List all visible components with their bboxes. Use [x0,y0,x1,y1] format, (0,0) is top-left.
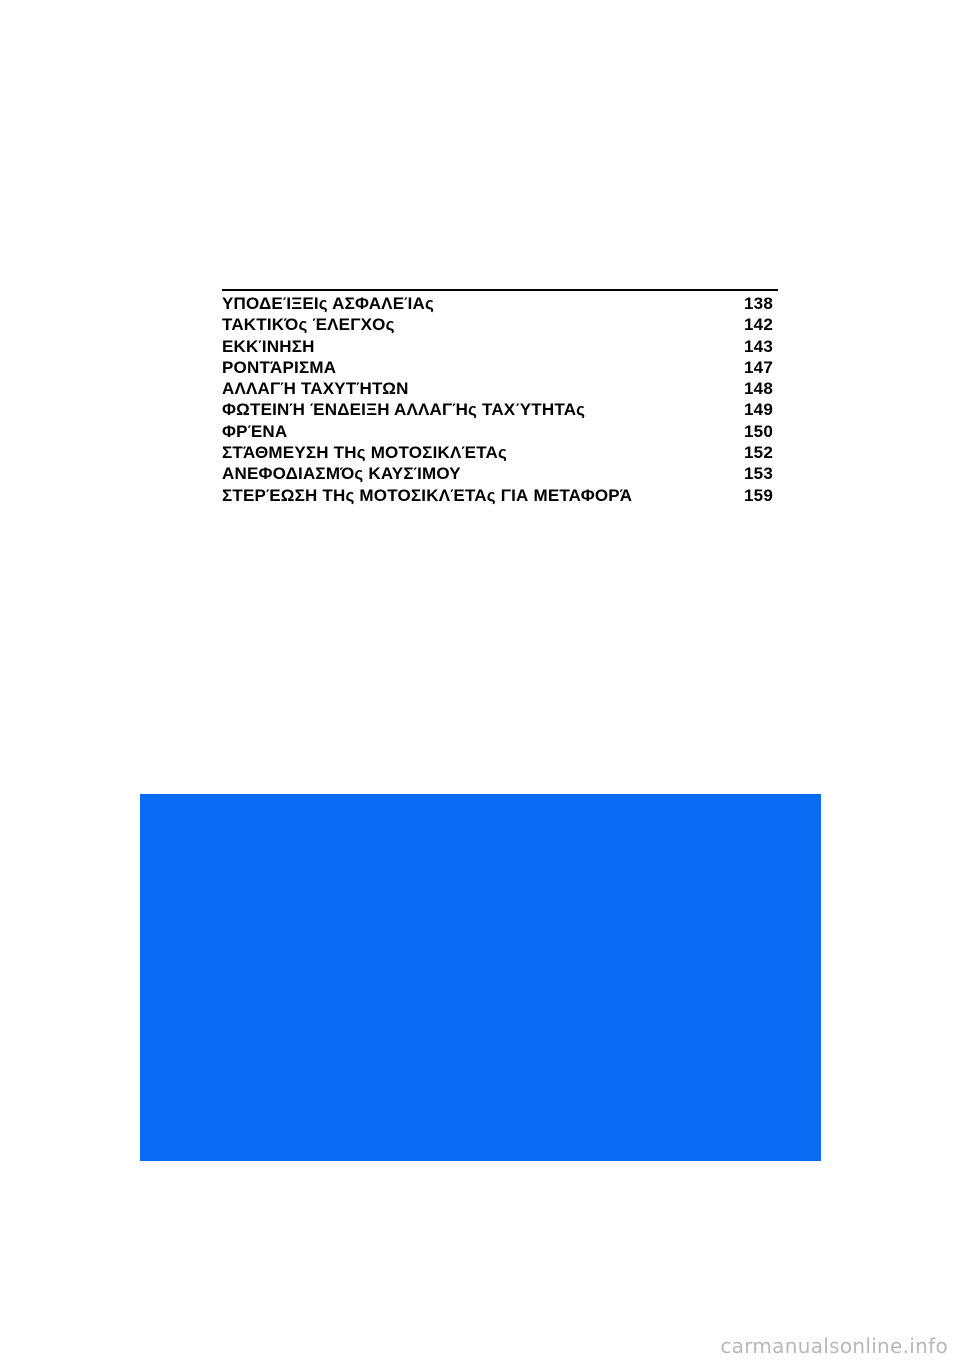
chapter-color-block [140,794,821,1161]
toc-entry-title: ΕΚΚΊΝΗΣΗ [222,336,315,356]
toc-entry-page: 149 [744,400,773,420]
toc-entry-page: 143 [744,336,773,356]
toc-entry-title: ΑΛΛΑΓΉ ΤΑΧΥΤΉΤΩΝ [222,379,409,399]
toc-entry-title: ΦΩΤΕΙΝΉ ΈΝΔΕΙΞΗ ΑΛΛΑΓΉς ΤΑΧΎΤΗΤΑς [222,400,586,420]
toc-entry-title: ΣΤΆΘΜΕΥΣΗ ΤΗς ΜΟΤΟΣΙΚΛΈΤΑς [222,443,508,463]
toc-entry-title: ΦΡΈΝΑ [222,421,288,441]
toc-entry[interactable] [222,336,778,357]
toc-entry-page: 147 [744,357,773,377]
toc-entry-title: ΡΟΝΤΆΡΙΣΜΑ [222,357,337,377]
toc-entry-page: 159 [744,485,773,505]
toc-entry[interactable] [222,399,778,420]
toc-entry[interactable] [222,314,778,335]
toc-entry[interactable] [222,485,778,506]
toc-entry-page: 142 [744,315,773,335]
toc-entry[interactable] [222,442,778,463]
toc-entry-title: ΣΤΕΡΈΩΣΗ ΤΗς ΜΟΤΟΣΙΚΛΈΤΑς ΓΙΑ ΜΕΤΑΦΟΡΆ [222,485,633,505]
toc-entry[interactable] [222,378,778,399]
toc-entry-page: 138 [744,294,773,313]
toc-entry-title: ΤΑΚΤΙΚΌς ΈΛΕΓΧΟς [222,315,395,335]
toc-entry-page: 148 [744,379,773,399]
table-of-contents [222,289,778,506]
toc-entry-page: 152 [744,443,773,463]
watermark-text: carmanualsonline.info [720,1334,948,1358]
toc-entry[interactable] [222,357,778,378]
toc-entry-page: 150 [744,421,773,441]
toc-entry-title: ΥΠΟΔΕΊΞΕΙς ΑΣΦΑΛΕΊΑς [222,294,435,313]
toc-entry-page: 153 [744,464,773,484]
toc-entry[interactable] [222,293,778,314]
toc-entry-title: ΑΝΕΦΟΔΙΑΣΜΌς ΚΑΥΣΊΜΟΥ [222,464,461,484]
toc-entry[interactable] [222,463,778,484]
toc-entry[interactable] [222,421,778,442]
